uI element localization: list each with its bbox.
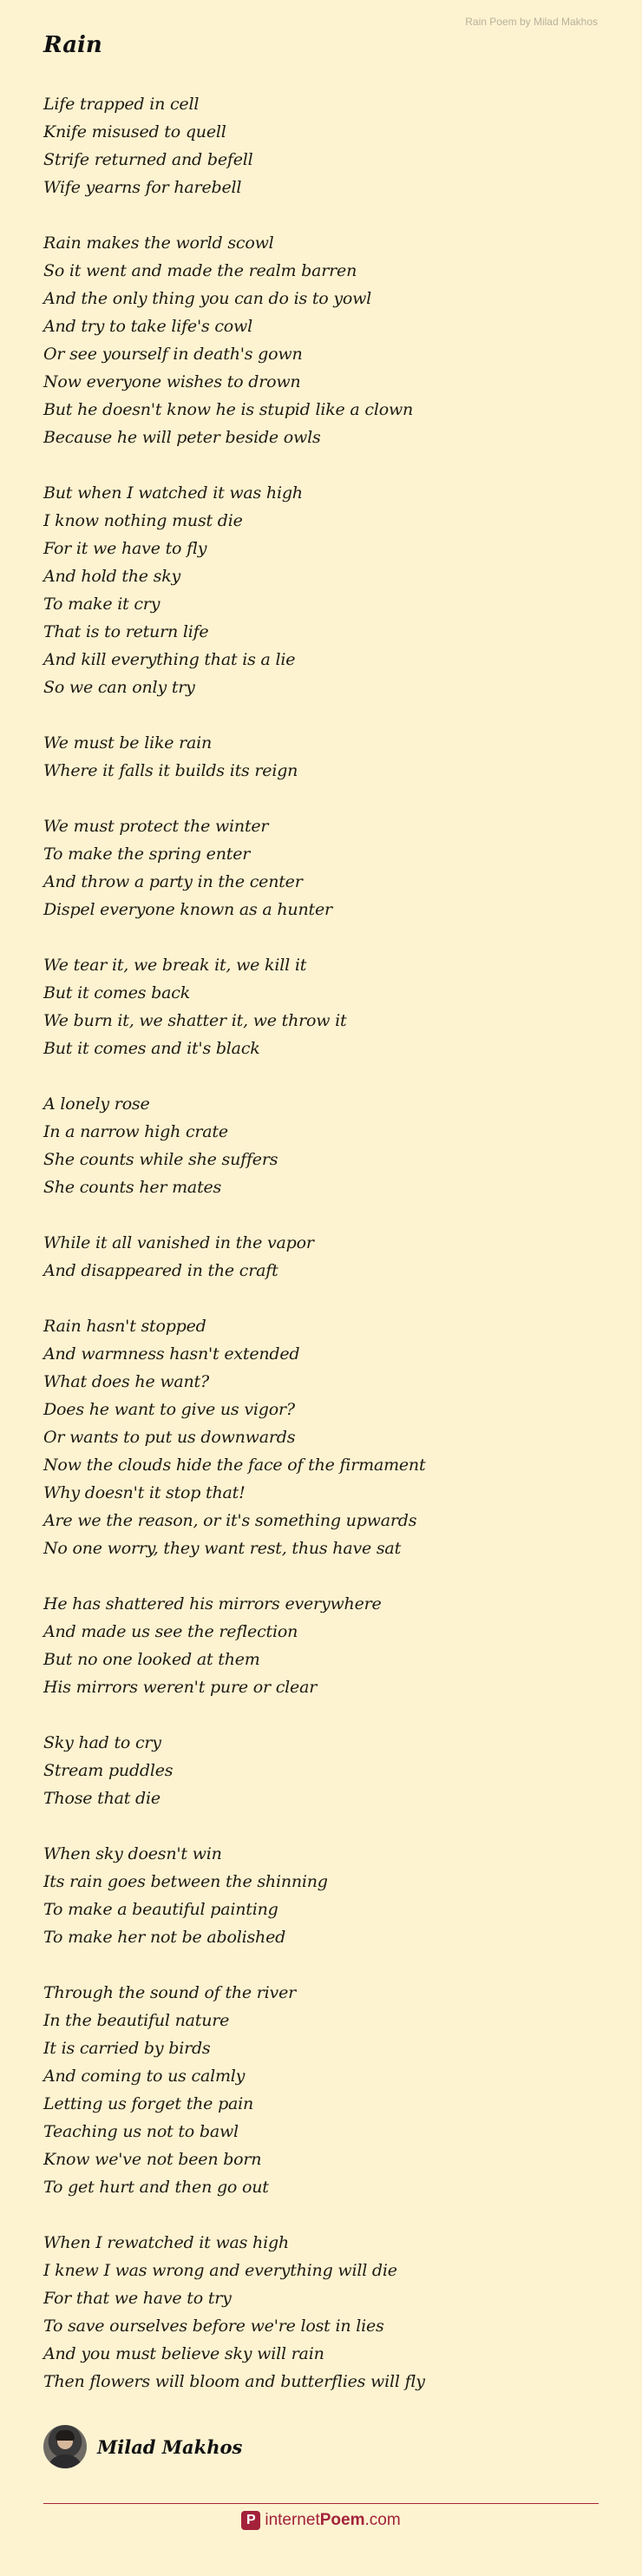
poem-line: And coming to us calmly [43,2067,246,2086]
poem-line: To save ourselves before we're lost in lies [43,2316,384,2336]
poem-line: Now the clouds hide the face of the firmament [43,1456,426,1475]
poem-stanza [43,479,599,701]
poem-stanza [43,1729,599,1812]
poem-line: Are we the reason, or it's something upwards [43,1511,417,1530]
poem-line: And you must believe sky will rain [43,2344,324,2363]
poem-line: Life trapped in cell [43,95,200,114]
poem-line: It is carried by birds [43,2039,211,2058]
poem-line: He has shattered his mirrors everywhere [43,1594,382,1613]
logo-text-poem: Poem [319,2511,365,2529]
poem-line: While it all vanished in the vapor [43,1233,314,1252]
poem-line: That is to return life [43,622,209,641]
poem-stanza [43,729,599,785]
logo-icon: P [241,2511,260,2530]
poem-line: Know we've not been born [43,2150,262,2169]
avatar-shoulders [47,2454,83,2468]
poem-line: Its rain goes between the shinning [43,1872,328,1891]
poem-line: And disappeared in the craft [43,1261,278,1280]
watermark: Rain Poem by Milad Makhos [465,16,598,28]
author-name[interactable]: Milad Makhos [97,2435,243,2458]
poem-stanza [43,2229,599,2395]
poem-line: Rain makes the world scowl [43,233,274,253]
poem-line: Strife returned and befell [43,150,253,169]
poem-line: For that we have to try [43,2289,232,2308]
poem-line: She counts while she suffers [43,1150,278,1169]
poem-body [43,90,599,2423]
poem-stanza [43,90,599,201]
poem-line: To make her not be abolished [43,1928,286,1947]
poem-line: But he doesn't know he is stupid like a clown [43,400,414,419]
poem-line: We must be like rain [43,733,213,752]
author-avatar[interactable] [43,2425,87,2468]
poem-line: To make the spring enter [43,844,251,864]
poem-line: Then flowers will bloom and butterflies will fly [43,2372,425,2391]
poem-line: But it comes back [43,983,191,1002]
poem-line: We tear it, we break it, we kill it [43,956,307,975]
poem-line: Now everyone wishes to drown [43,372,301,391]
poem-line: When I rewatched it was high [43,2233,289,2252]
poem-line: We burn it, we shatter it, we throw it [43,1011,347,1030]
poem-line: And the only thing you can do is to yowl [43,289,372,308]
logo-text-internet: internet [265,2511,320,2529]
poem-line: To make it cry [43,595,160,614]
poem-line: Rain hasn't stopped [43,1317,206,1336]
poem-line: She counts her mates [43,1178,222,1197]
poem-line: A lonely rose [43,1094,150,1114]
poem-line: But when I watched it was high [43,483,303,503]
avatar-hair [56,2430,75,2441]
poem-line: But it comes and it's black [43,1039,260,1058]
logo-text-com: .com [364,2511,401,2529]
poem-stanza [43,1840,599,1951]
footer-divider [43,2503,599,2504]
poem-line: Teaching us not to bawl [43,2122,239,2141]
poem-line: And kill everything that is a lie [43,650,296,669]
poem-stanza [43,951,599,1062]
poem-line: In the beautiful nature [43,2011,230,2030]
poem-stanza [43,1590,599,1701]
poem-line: And warmness hasn't extended [43,1344,300,1364]
poem-line: Letting us forget the pain [43,2094,254,2113]
poem-line: In a narrow high crate [43,1122,228,1141]
poem-line: And hold the sky [43,567,181,586]
poem-line: I know nothing must die [43,511,243,530]
poem-line: What does he want? [43,1372,209,1391]
poem-stanza [43,1229,599,1285]
poem-line: Because he will peter beside owls [43,428,321,447]
poem-stanza [43,1312,599,1562]
poem-line: I knew I was wrong and everything will die [43,2261,397,2280]
poem-line: Where it falls it builds its reign [43,761,298,780]
poem-line: To get hurt and then go out [43,2178,269,2197]
poem-line: So it went and made the realm barren [43,261,357,280]
poem-stanza [43,812,599,923]
poem-line: Does he want to give us vigor? [43,1400,295,1419]
poem-line: But no one looked at them [43,1650,260,1669]
poem-line: No one worry, they want rest, thus have sat [43,1539,401,1558]
poem-line: Dispel everyone known as a hunter [43,900,332,919]
author-block[interactable] [43,2424,242,2469]
poem-line: Through the sound of the river [43,1983,297,2002]
poem-line: Knife misused to quell [43,122,226,141]
poem-line: Or see yourself in death's gown [43,345,303,364]
poem-stanza [43,1979,599,2201]
poem-line: For it we have to fly [43,539,207,558]
poem-stanza [43,1090,599,1201]
poem-line: Stream puddles [43,1761,174,1780]
poem-line: Why doesn't it stop that! [43,1483,246,1502]
poem-line: Or wants to put us downwards [43,1428,296,1447]
poem-title: Rain [43,32,102,58]
poem-line: So we can only try [43,678,195,697]
poem-line: Sky had to cry [43,1733,161,1752]
poem-line: His mirrors weren't pure or clear [43,1678,318,1697]
poem-line: To make a beautiful painting [43,1900,278,1919]
poem-line: We must protect the winter [43,817,269,836]
poem-stanza [43,229,599,451]
poem-line: Wife yearns for harebell [43,178,242,197]
poem-line: And throw a party in the center [43,872,303,891]
poem-line: And made us see the reflection [43,1622,298,1641]
poem-line: When sky doesn't win [43,1844,222,1863]
site-logo[interactable] [0,2511,642,2530]
poem-line: And try to take life's cowl [43,317,252,336]
poem-line: Those that die [43,1789,160,1808]
